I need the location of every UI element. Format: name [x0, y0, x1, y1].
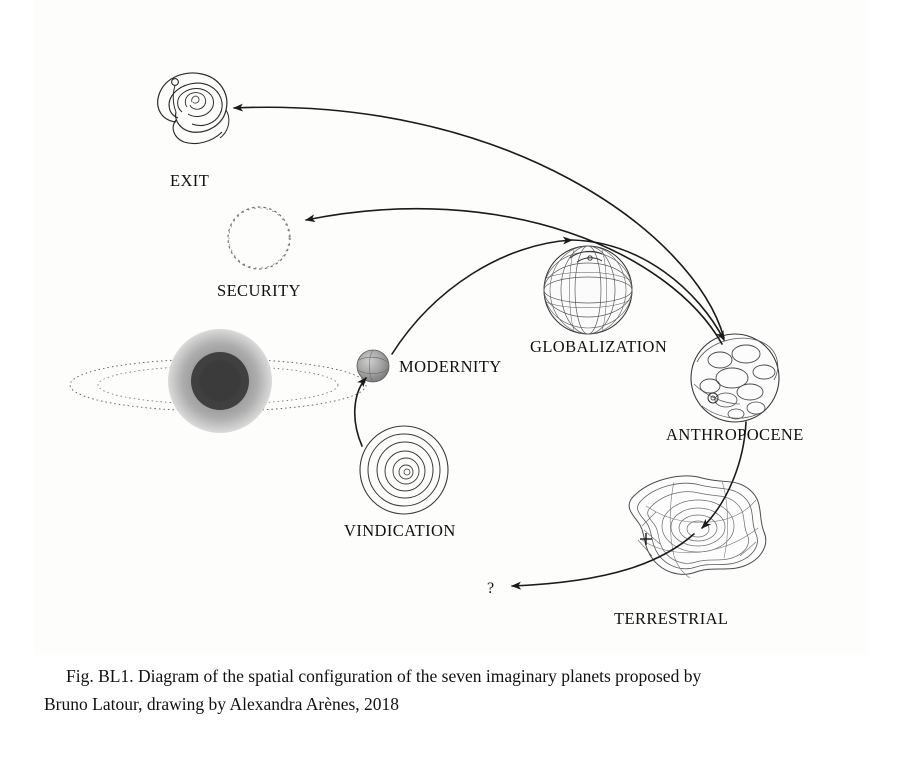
label-terrestrial: TERRESTRIAL	[614, 609, 729, 628]
planet-security	[228, 207, 290, 269]
arrow-anthropocene-to-security	[306, 209, 722, 344]
planet-exit	[158, 73, 229, 144]
diagram-svg	[34, 0, 868, 655]
arrow-anthropocene-to-exit	[234, 107, 724, 338]
label-anthropocene: ANTHROPOCENE	[666, 425, 804, 444]
caption-line-2: Bruno Latour, drawing by Alexandra Arènes, 2018	[44, 694, 400, 714]
label-globalization: GLOBALIZATION	[530, 337, 668, 356]
figure-caption	[44, 662, 844, 718]
diagram-canvas	[34, 0, 868, 655]
planet-vindication	[360, 426, 448, 514]
planet-terrestrial	[629, 476, 766, 578]
label-vindication: VINDICATION	[344, 521, 456, 540]
label-security: SECURITY	[217, 281, 301, 300]
planet-modernity	[357, 350, 389, 382]
planet-globalization	[544, 246, 632, 334]
sun-with-rings	[70, 329, 366, 433]
caption-line-1: Fig. BL1. Diagram of the spatial configuration of the seven imaginary planets proposed by	[66, 666, 702, 686]
arrow-vindication-to-modernity	[355, 378, 366, 446]
label-exit: EXIT	[170, 171, 210, 190]
question-mark-label: ?	[487, 580, 495, 597]
planet-anthropocene	[691, 334, 779, 422]
label-modernity: MODERNITY	[399, 357, 502, 376]
